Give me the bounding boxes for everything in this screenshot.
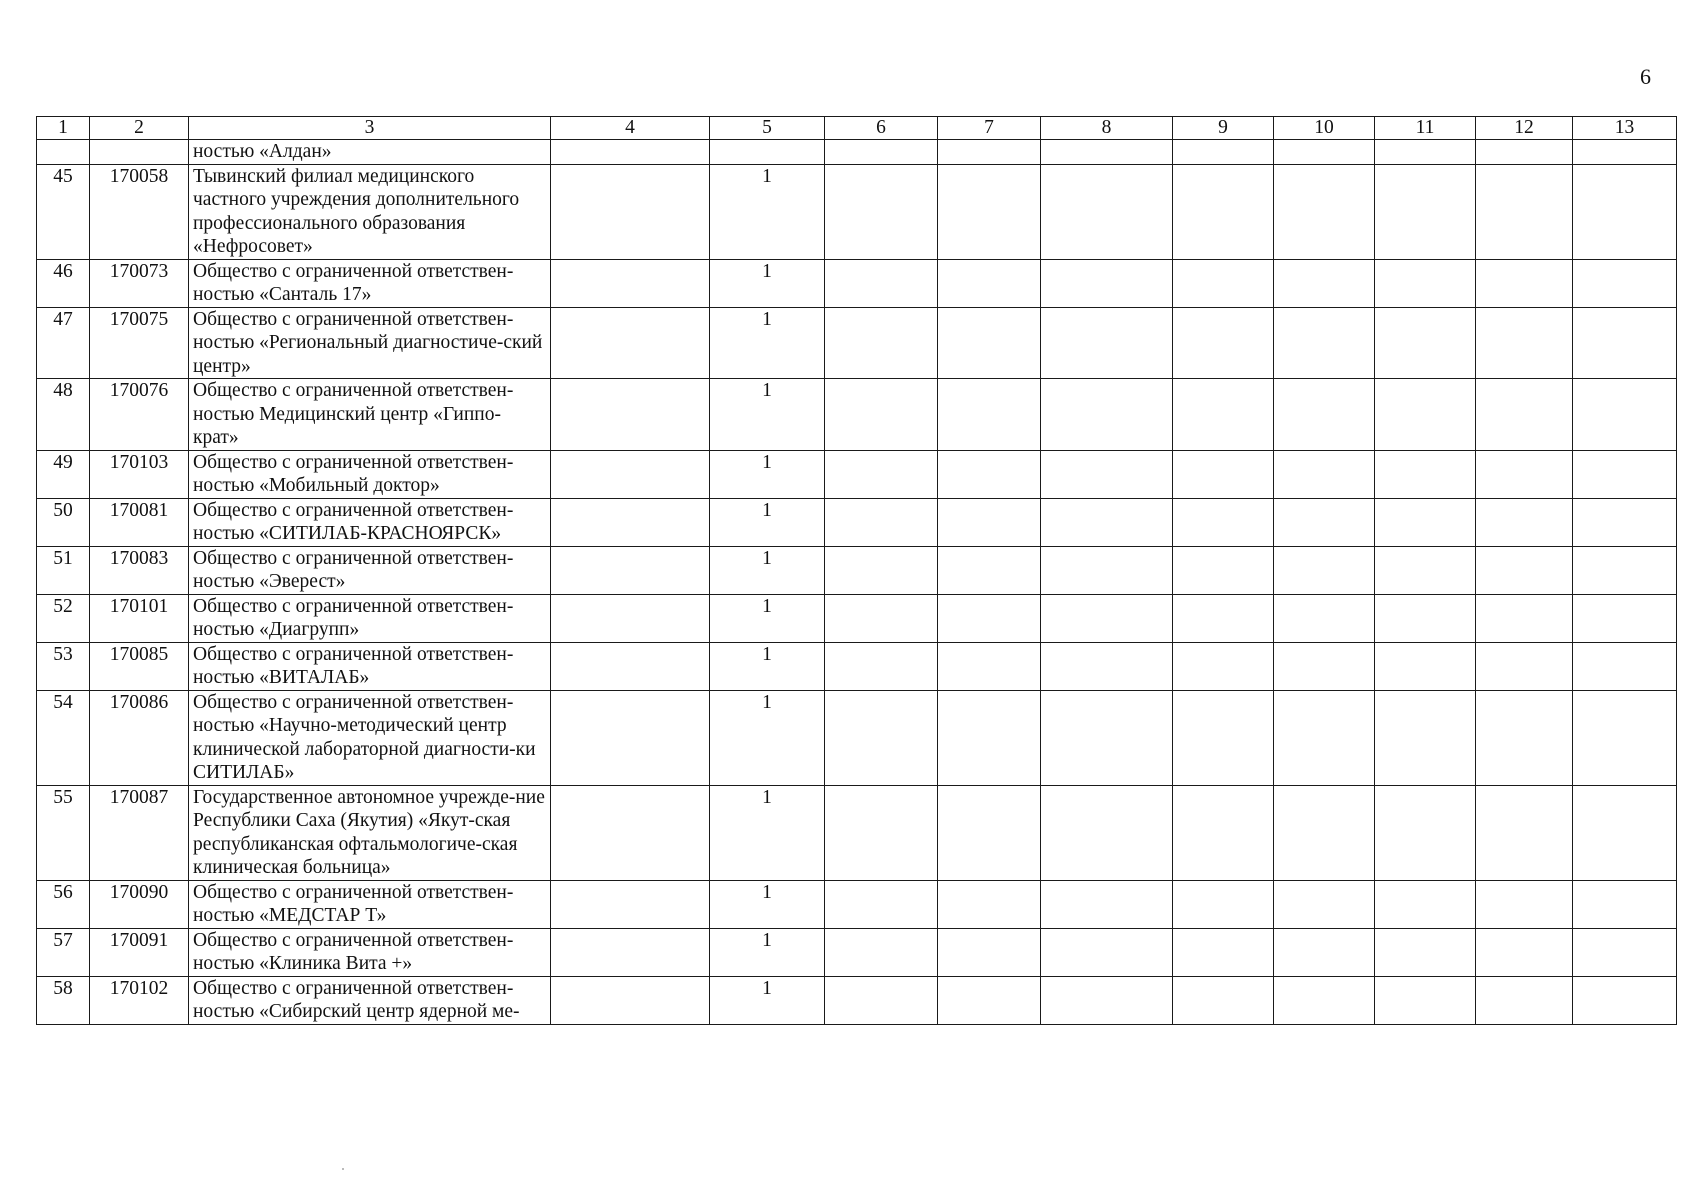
column-5-cell: 1 [710,690,825,785]
column-10-cell [1274,880,1375,928]
row-number-cell: 49 [37,450,90,498]
column-7-cell [938,928,1041,976]
column-7-cell [938,498,1041,546]
organization-name-cell: Общество с ограниченной ответствен-ностью «Эверест» [189,546,551,594]
column-9-cell [1173,976,1274,1024]
row-number-cell [37,140,90,165]
column-6-cell [825,259,938,307]
registry-table [36,116,1677,1025]
column-4-cell [551,379,710,451]
column-13-cell [1573,785,1677,880]
column-11-cell [1375,594,1476,642]
column-10-cell [1274,140,1375,165]
organization-name-cell: Общество с ограниченной ответствен-ностью «СИТИЛАБ-КРАСНОЯРСК» [189,498,551,546]
row-number-cell: 55 [37,785,90,880]
column-10-cell [1274,546,1375,594]
table-row [37,642,1677,690]
column-9-cell [1173,307,1274,379]
column-12-cell [1476,880,1573,928]
table-row [37,546,1677,594]
column-header: 10 [1274,117,1375,140]
column-13-cell [1573,450,1677,498]
column-8-cell [1041,785,1173,880]
organization-name-cell: Общество с ограниченной ответствен-ностью «Клиника Вита +» [189,928,551,976]
column-6-cell [825,642,938,690]
table-row [37,307,1677,379]
column-11-cell [1375,642,1476,690]
registry-code-cell: 170087 [90,785,189,880]
column-8-cell [1041,259,1173,307]
column-11-cell [1375,976,1476,1024]
column-5-cell: 1 [710,450,825,498]
row-number-cell: 52 [37,594,90,642]
column-9-cell [1173,880,1274,928]
column-5-cell: 1 [710,880,825,928]
table-row [37,379,1677,451]
registry-code-cell: 170058 [90,164,189,259]
column-10-cell [1274,164,1375,259]
organization-name-cell: Общество с ограниченной ответствен-ностью «Научно-методический центр клинической лабораторной диагности-ки СИТИЛАБ» [189,690,551,785]
table-row [37,785,1677,880]
column-8-cell [1041,307,1173,379]
organization-name-cell: Общество с ограниченной ответствен-ностью Медицинский центр «Гиппо-крат» [189,379,551,451]
column-header: 3 [189,117,551,140]
column-10-cell [1274,498,1375,546]
registry-code-cell: 170076 [90,379,189,451]
organization-name-cell: ностью «Алдан» [189,140,551,165]
column-13-cell [1573,164,1677,259]
column-13-cell [1573,259,1677,307]
column-8-cell [1041,140,1173,165]
table-row [37,880,1677,928]
row-number-cell: 51 [37,546,90,594]
table-row [37,690,1677,785]
organization-name-cell: Общество с ограниченной ответствен-ностью «МЕДСТАР Т» [189,880,551,928]
column-7-cell [938,976,1041,1024]
column-6-cell [825,928,938,976]
column-9-cell [1173,546,1274,594]
table-row [37,498,1677,546]
column-12-cell [1476,928,1573,976]
column-9-cell [1173,140,1274,165]
column-4-cell [551,594,710,642]
registry-code-cell: 170103 [90,450,189,498]
row-number-cell: 46 [37,259,90,307]
column-12-cell [1476,690,1573,785]
column-9-cell [1173,450,1274,498]
column-7-cell [938,785,1041,880]
column-10-cell [1274,594,1375,642]
column-7-cell [938,450,1041,498]
organization-name-cell: Общество с ограниченной ответствен-ностью «Региональный диагностиче-ский центр» [189,307,551,379]
column-6-cell [825,594,938,642]
column-12-cell [1476,642,1573,690]
column-6-cell [825,546,938,594]
column-4-cell [551,690,710,785]
column-10-cell [1274,928,1375,976]
registry-code-cell: 170090 [90,880,189,928]
row-number-cell: 45 [37,164,90,259]
scan-speck [342,1168,344,1170]
column-8-cell [1041,164,1173,259]
organization-name-cell: Тывинский филиал медицинского частного учреждения дополнительного профессионального образования «Нефросовет» [189,164,551,259]
column-6-cell [825,307,938,379]
column-9-cell [1173,259,1274,307]
column-4-cell [551,164,710,259]
column-7-cell [938,379,1041,451]
column-9-cell [1173,164,1274,259]
registry-code-cell: 170101 [90,594,189,642]
column-7-cell [938,642,1041,690]
column-13-cell [1573,690,1677,785]
column-13-cell [1573,140,1677,165]
column-number-header-row [37,117,1677,140]
column-5-cell: 1 [710,642,825,690]
column-6-cell [825,379,938,451]
table-row [37,164,1677,259]
column-13-cell [1573,498,1677,546]
column-10-cell [1274,785,1375,880]
column-4-cell [551,642,710,690]
column-8-cell [1041,928,1173,976]
column-6-cell [825,880,938,928]
column-5-cell: 1 [710,928,825,976]
registry-code-cell: 170073 [90,259,189,307]
organization-name-cell: Общество с ограниченной ответствен-ностью «Диагрупп» [189,594,551,642]
row-number-cell: 57 [37,928,90,976]
column-4-cell [551,498,710,546]
column-11-cell [1375,164,1476,259]
column-6-cell [825,164,938,259]
column-4-cell [551,259,710,307]
column-13-cell [1573,880,1677,928]
registry-code-cell: 170091 [90,928,189,976]
column-header: 5 [710,117,825,140]
row-number-cell: 53 [37,642,90,690]
column-10-cell [1274,450,1375,498]
column-12-cell [1476,140,1573,165]
row-number-cell: 48 [37,379,90,451]
column-header: 4 [551,117,710,140]
organization-name-cell: Общество с ограниченной ответствен-ностью «Мобильный доктор» [189,450,551,498]
column-9-cell [1173,379,1274,451]
page-number: 6 [1640,64,1651,89]
organization-name-cell: Общество с ограниченной ответствен-ностью «ВИТАЛАБ» [189,642,551,690]
column-8-cell [1041,379,1173,451]
row-number-cell: 58 [37,976,90,1024]
column-7-cell [938,594,1041,642]
column-13-cell [1573,642,1677,690]
column-7-cell [938,690,1041,785]
registry-code-cell: 170086 [90,690,189,785]
column-header: 9 [1173,117,1274,140]
column-8-cell [1041,690,1173,785]
column-5-cell: 1 [710,976,825,1024]
column-header: 6 [825,117,938,140]
column-header: 13 [1573,117,1677,140]
column-7-cell [938,880,1041,928]
column-4-cell [551,928,710,976]
row-number-cell: 56 [37,880,90,928]
column-6-cell [825,690,938,785]
column-6-cell [825,976,938,1024]
column-6-cell [825,498,938,546]
column-5-cell: 1 [710,498,825,546]
column-10-cell [1274,690,1375,785]
column-11-cell [1375,546,1476,594]
column-13-cell [1573,976,1677,1024]
column-10-cell [1274,307,1375,379]
column-10-cell [1274,642,1375,690]
column-9-cell [1173,928,1274,976]
column-11-cell [1375,307,1476,379]
column-12-cell [1476,259,1573,307]
column-8-cell [1041,546,1173,594]
column-12-cell [1476,976,1573,1024]
organization-name-cell: Общество с ограниченной ответствен-ностью «Санталь 17» [189,259,551,307]
column-13-cell [1573,928,1677,976]
organization-name-cell: Общество с ограниченной ответствен-ностью «Сибирский центр ядерной ме- [189,976,551,1024]
column-13-cell [1573,594,1677,642]
column-13-cell [1573,379,1677,451]
column-11-cell [1375,785,1476,880]
column-header: 8 [1041,117,1173,140]
column-12-cell [1476,164,1573,259]
column-header: 11 [1375,117,1476,140]
column-4-cell [551,546,710,594]
column-8-cell [1041,642,1173,690]
column-8-cell [1041,594,1173,642]
column-7-cell [938,307,1041,379]
column-header: 1 [37,117,90,140]
column-9-cell [1173,498,1274,546]
column-11-cell [1375,140,1476,165]
column-5-cell [710,140,825,165]
column-8-cell [1041,498,1173,546]
column-header: 12 [1476,117,1573,140]
registry-code-cell [90,140,189,165]
table-row [37,976,1677,1024]
row-number-cell: 54 [37,690,90,785]
column-10-cell [1274,259,1375,307]
table-row [37,450,1677,498]
column-10-cell [1274,379,1375,451]
column-9-cell [1173,785,1274,880]
column-5-cell: 1 [710,259,825,307]
column-8-cell [1041,976,1173,1024]
column-5-cell: 1 [710,379,825,451]
column-6-cell [825,140,938,165]
organization-name-cell: Государственное автономное учрежде-ние Республики Саха (Якутия) «Якут-ская республиканская офтальмологиче-ская клиническая больница» [189,785,551,880]
column-5-cell: 1 [710,546,825,594]
column-11-cell [1375,259,1476,307]
column-11-cell [1375,450,1476,498]
column-9-cell [1173,642,1274,690]
column-6-cell [825,785,938,880]
column-7-cell [938,259,1041,307]
row-number-cell: 50 [37,498,90,546]
table-row [37,928,1677,976]
column-13-cell [1573,546,1677,594]
column-12-cell [1476,450,1573,498]
column-11-cell [1375,880,1476,928]
column-8-cell [1041,450,1173,498]
column-12-cell [1476,379,1573,451]
registry-code-cell: 170081 [90,498,189,546]
column-11-cell [1375,928,1476,976]
column-11-cell [1375,379,1476,451]
column-7-cell [938,164,1041,259]
column-12-cell [1476,594,1573,642]
table-row [37,140,1677,165]
column-8-cell [1041,880,1173,928]
column-5-cell: 1 [710,307,825,379]
column-11-cell [1375,690,1476,785]
column-11-cell [1375,498,1476,546]
column-header: 2 [90,117,189,140]
table-row [37,259,1677,307]
registry-code-cell: 170083 [90,546,189,594]
column-5-cell: 1 [710,164,825,259]
registry-code-cell: 170102 [90,976,189,1024]
column-7-cell [938,140,1041,165]
column-4-cell [551,450,710,498]
column-header: 7 [938,117,1041,140]
registry-code-cell: 170085 [90,642,189,690]
column-12-cell [1476,498,1573,546]
column-5-cell: 1 [710,594,825,642]
column-4-cell [551,785,710,880]
table-row [37,594,1677,642]
row-number-cell: 47 [37,307,90,379]
registry-code-cell: 170075 [90,307,189,379]
column-9-cell [1173,594,1274,642]
column-10-cell [1274,976,1375,1024]
column-12-cell [1476,307,1573,379]
column-4-cell [551,140,710,165]
column-12-cell [1476,785,1573,880]
column-5-cell: 1 [710,785,825,880]
column-12-cell [1476,546,1573,594]
column-4-cell [551,880,710,928]
column-13-cell [1573,307,1677,379]
column-6-cell [825,450,938,498]
column-4-cell [551,307,710,379]
column-9-cell [1173,690,1274,785]
column-4-cell [551,976,710,1024]
column-7-cell [938,546,1041,594]
